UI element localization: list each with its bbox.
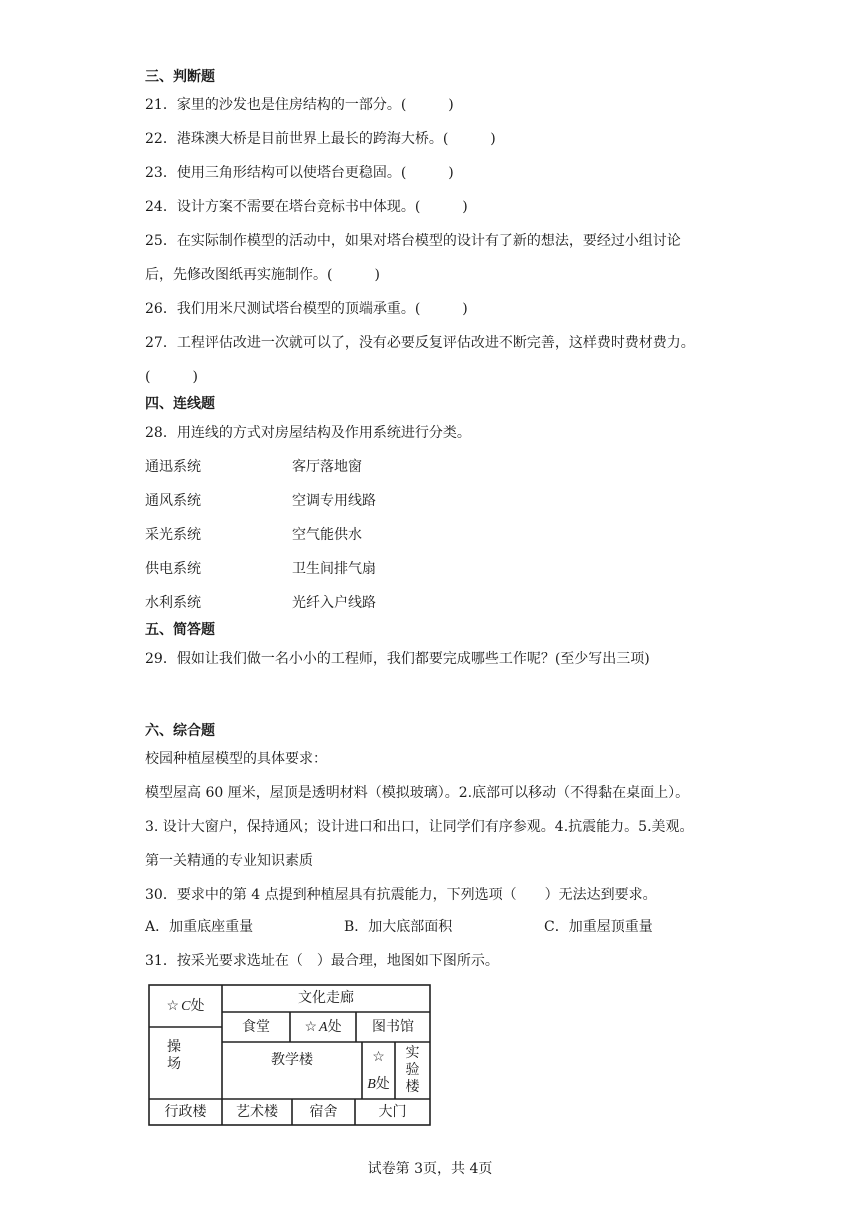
question-30: 30．要求中的第 4 点提到种植屋具有抗震能力，下列选项（ ）无法达到要求。 <box>145 887 657 903</box>
playground-label <box>149 1027 199 1099</box>
option-b: B．加大底部面积 <box>344 919 453 935</box>
question-29: 29．假如让我们做一名小小的工程师，我们都要完成哪些工作呢？(至少写出三项) <box>145 651 650 667</box>
location-a-suffix: 处 <box>327 1018 342 1035</box>
requirements-intro: 校园种植屋模型的具体要求： <box>145 751 327 767</box>
matching-left-2: 通风系统 <box>145 493 201 509</box>
dormitory-label: 宿舍 <box>309 1103 338 1120</box>
matching-right-1: 客厅落地窗 <box>292 459 362 475</box>
question-25-line2: 后，先修改图纸再实施制作。( ) <box>145 267 380 283</box>
matching-right-3: 空气能供水 <box>292 527 362 543</box>
section-4-title: 四、连线题 <box>145 396 215 412</box>
matching-left-3: 采光系统 <box>145 527 201 543</box>
question-27-line1: 27．工程评估改进一次就可以了，没有必要反复评估改进不断完善，这样费时费材费力。 <box>145 335 695 351</box>
question-27-line2: ( ) <box>145 369 198 385</box>
location-c-suffix: 处 <box>190 997 205 1014</box>
matching-right-4: 卫生间排气扇 <box>292 561 376 577</box>
section-6-title: 六、综合题 <box>145 723 215 739</box>
location-a-letter: A <box>319 1019 328 1035</box>
location-c <box>149 985 222 1027</box>
playground-char-2: 场 <box>167 1056 181 1072</box>
corridor-label: 文化走廊 <box>298 990 354 1006</box>
lab-building-label <box>395 1042 430 1099</box>
teaching-building-label: 教学楼 <box>271 1051 313 1068</box>
question-31: 31．按采光要求选址在（ ）最合理，地图如下图所示。 <box>145 953 499 969</box>
lab-char-1: 实 <box>405 1045 420 1061</box>
lab-char-3: 楼 <box>405 1079 420 1095</box>
question-24: 24．设计方案不需要在塔台竞标书中体现。( ) <box>145 199 468 215</box>
question-23: 23．使用三角形结构可以使塔台更稳固。( ) <box>145 165 454 181</box>
star-icon: ☆ <box>166 997 180 1014</box>
requirements-line1: 模型屋高 60 厘米，屋顶是透明材料（模拟玻璃）。2.底部可以移动（不得黏在桌面上）。 <box>145 785 690 801</box>
location-b <box>362 1042 395 1099</box>
section-5-title: 五、简答题 <box>145 622 215 638</box>
location-c-letter: C <box>181 998 191 1014</box>
canteen-label: 食堂 <box>242 1018 270 1035</box>
matching-left-5: 水利系统 <box>145 595 201 611</box>
library-label: 图书馆 <box>372 1018 414 1035</box>
page-footer: 试卷第 3页，共 4页 <box>367 1161 493 1177</box>
matching-right-2: 空调专用线路 <box>292 493 376 509</box>
question-26: 26．我们用米尺测试塔台模型的顶端承重。( ) <box>145 301 468 317</box>
stage-title: 第一关精通的专业知识素质 <box>145 853 313 869</box>
location-a <box>290 1012 356 1042</box>
lab-char-2: 验 <box>405 1062 420 1078</box>
location-b-suffix: 处 <box>375 1075 390 1092</box>
playground-char-1: 操 <box>167 1039 181 1055</box>
star-icon: ☆ <box>372 1048 385 1065</box>
matching-left-1: 通迅系统 <box>145 459 201 475</box>
art-building-label: 艺术楼 <box>236 1103 278 1120</box>
section-3-title: 三、判断题 <box>145 69 215 85</box>
matching-right-5: 光纤入户线路 <box>292 595 376 611</box>
star-icon: ☆ <box>304 1018 317 1035</box>
requirements-line2: 3. 设计大窗户，保持通风；设计进口和出口，让同学们有序参观。4.抗震能力。5.美观。 <box>145 819 694 835</box>
matching-left-4: 供电系统 <box>145 561 201 577</box>
question-22: 22．港珠澳大桥是目前世界上最长的跨海大桥。( ) <box>145 131 496 147</box>
question-25-line1: 25．在实际制作模型的活动中，如果对塔台模型的设计有了新的想法，要经过小组讨论 <box>145 233 681 249</box>
question-21: 21．家里的沙发也是住房结构的一部分。( ) <box>145 97 454 113</box>
option-a: A．加重底座重量 <box>145 919 254 935</box>
option-c: C．加重屋顶重量 <box>544 919 653 935</box>
admin-building-label: 行政楼 <box>164 1103 207 1120</box>
gate-label: 大门 <box>378 1103 407 1120</box>
question-28: 28．用连线的方式对房屋结构及作用系统进行分类。 <box>145 425 471 441</box>
location-b-letter: B <box>367 1076 376 1092</box>
